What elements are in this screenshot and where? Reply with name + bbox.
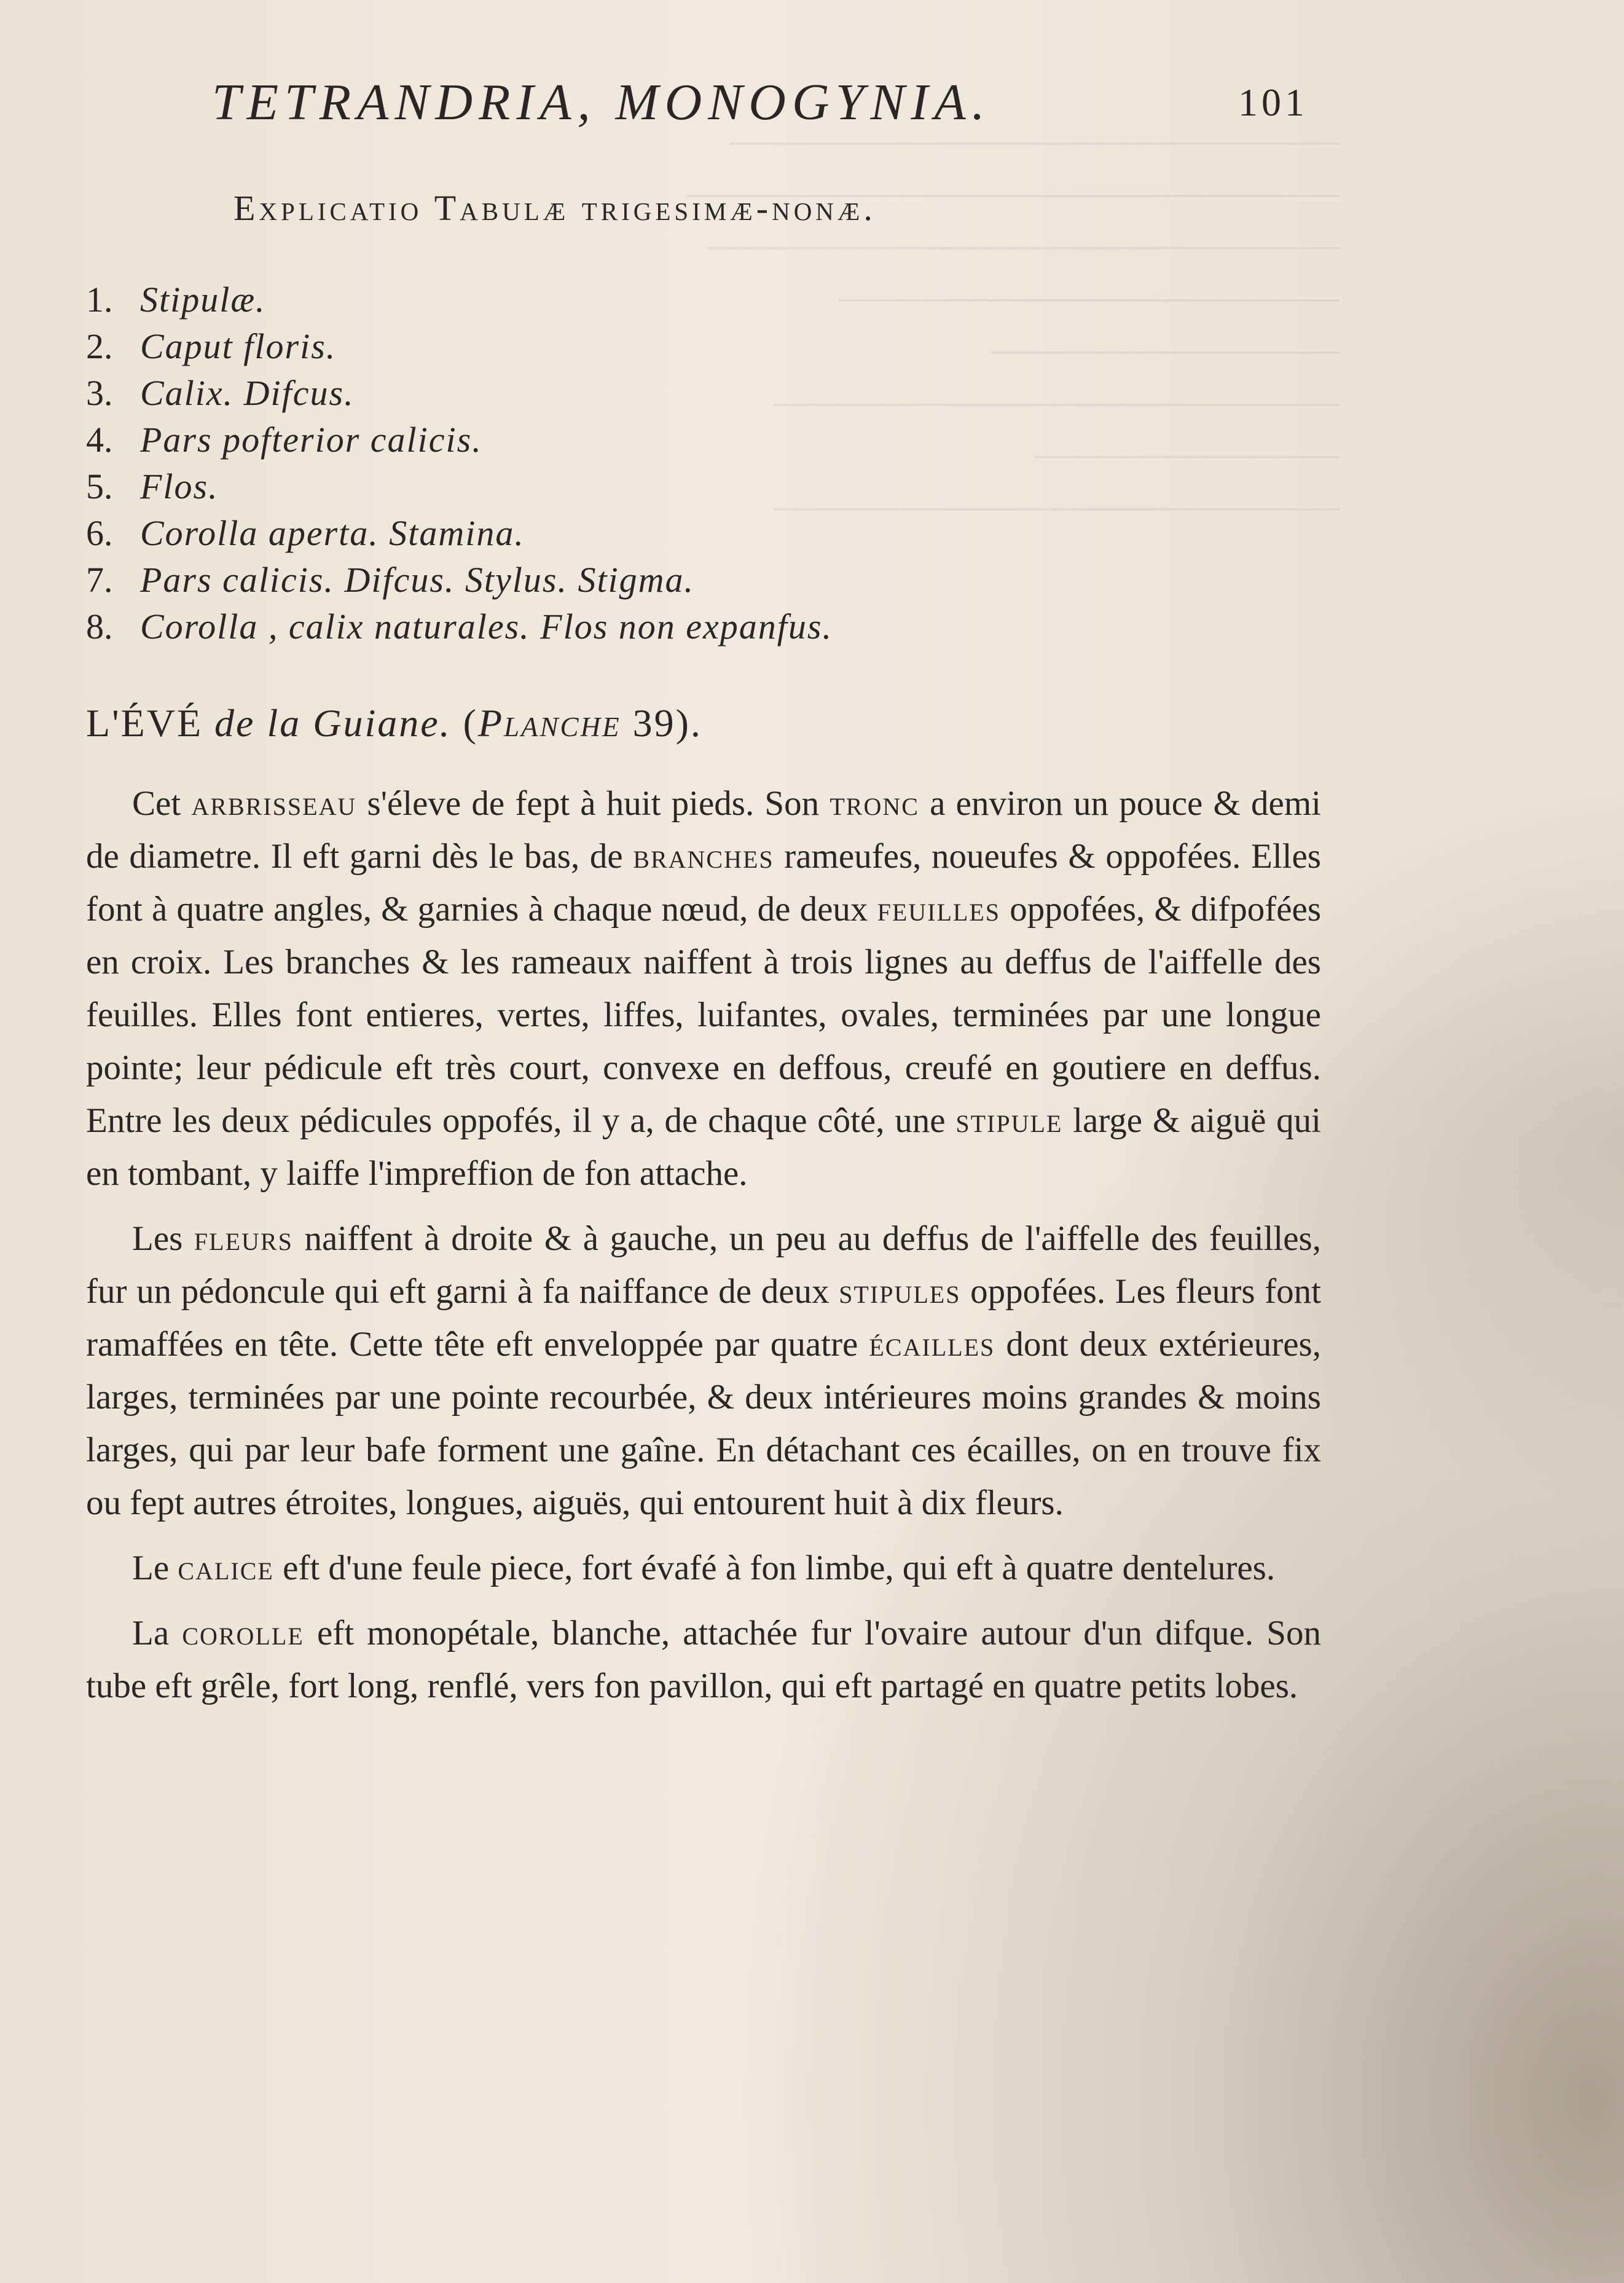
- caption-item: 8. Corolla , calix naturales. Flos non expanfus.: [86, 607, 833, 646]
- caption-item: 2. Caput floris.: [86, 326, 337, 366]
- description-body: [86, 777, 1321, 1725]
- plate-explanation-title: Explicatio Tabulæ trigesimæ-nonæ.: [233, 188, 876, 228]
- caption-item: 4. Pars pofterior calicis.: [86, 420, 482, 460]
- plate-caption-list: [86, 277, 833, 650]
- paragraph-corolla: La corolle eft monopétale, blanche, attachée fur l'ovaire autour d'un difque. Son tube eft grêle, fort long, renflé, vers fon pavillon, qui eft partagé en quatre petits lobes.: [86, 1614, 1321, 1705]
- caption-item: 6. Corolla aperta. Stamina.: [86, 513, 525, 553]
- plate-number: 39: [632, 701, 676, 745]
- page-number: 101: [1238, 81, 1308, 124]
- paragraph-calyx: Le calice eft d'une feule piece, fort évafé à fon limbe, qui eft à quatre dentelures.: [132, 1549, 1276, 1587]
- caption-item: 7. Pars calicis. Difcus. Stylus. Stigma.: [86, 560, 695, 600]
- plate-label: Planche: [477, 701, 621, 745]
- species-place: de la Guiane.: [214, 701, 452, 745]
- show-through-texture: ──────────────────────────── ────────────────────────────── ───────────────────────────── ─────────────────────── ──────────────── ────────────────────────── ────────────── ──────────────────────────: [686, 125, 1340, 525]
- running-title: TETRANDRIA, MONOGYNIA.: [212, 74, 991, 131]
- section-heading: L'ÉVÉ de la Guiane. (Planche 39).: [86, 701, 702, 745]
- caption-item: 3. Calix. Difcus.: [86, 373, 355, 413]
- paragraph-flowers: Les fleurs naiffent à droite & à gauche, un peu au deffus de l'aiffelle des feuilles, fur un pédoncule qui eft garni à fa naiffance de deux stipules oppofées. Les fleurs font ramaffées en tête. Cette tête eft enveloppée par quatre écailles dont deux extérieures, larges, terminées par une pointe recourbée, & deux intérieures moins grandes & moins larges, qui par leur bafe forment une gaîne. En détachant ces écailles, on en trouve fix ou fept autres étroites, longues, aiguës, qui entourent huit à dix fleurs.: [86, 1219, 1321, 1522]
- paragraph-habit: Cet arbrisseau s'éleve de fept à huit pieds. Son tronc a environ un pouce & demi de diametre. Il eft garni dès le bas, de branches rameufes, noueufes & oppofées. Elles font à quatre angles, & garnies à chaque nœud, de deux feuilles oppofées, & difpofées en croix. Les branches & les rameaux naiffent à trois lignes au deffus de l'aiffelle des feuilles. Elles font entieres, vertes, liffes, luifantes, ovales, terminées par une longue pointe; leur pédicule eft très court, convexe en deffous, creufé en goutiere en deffus. Entre les deux pédicules oppofés, il y a, de chaque côté, une stipule large & aiguë qui en tombant, y laiffe l'impreffion de fon attache.: [86, 784, 1322, 1193]
- caption-item: 5. Flos.: [86, 466, 219, 506]
- species-name: L'ÉVÉ: [86, 701, 203, 745]
- caption-item: 1. Stipulæ.: [86, 280, 266, 320]
